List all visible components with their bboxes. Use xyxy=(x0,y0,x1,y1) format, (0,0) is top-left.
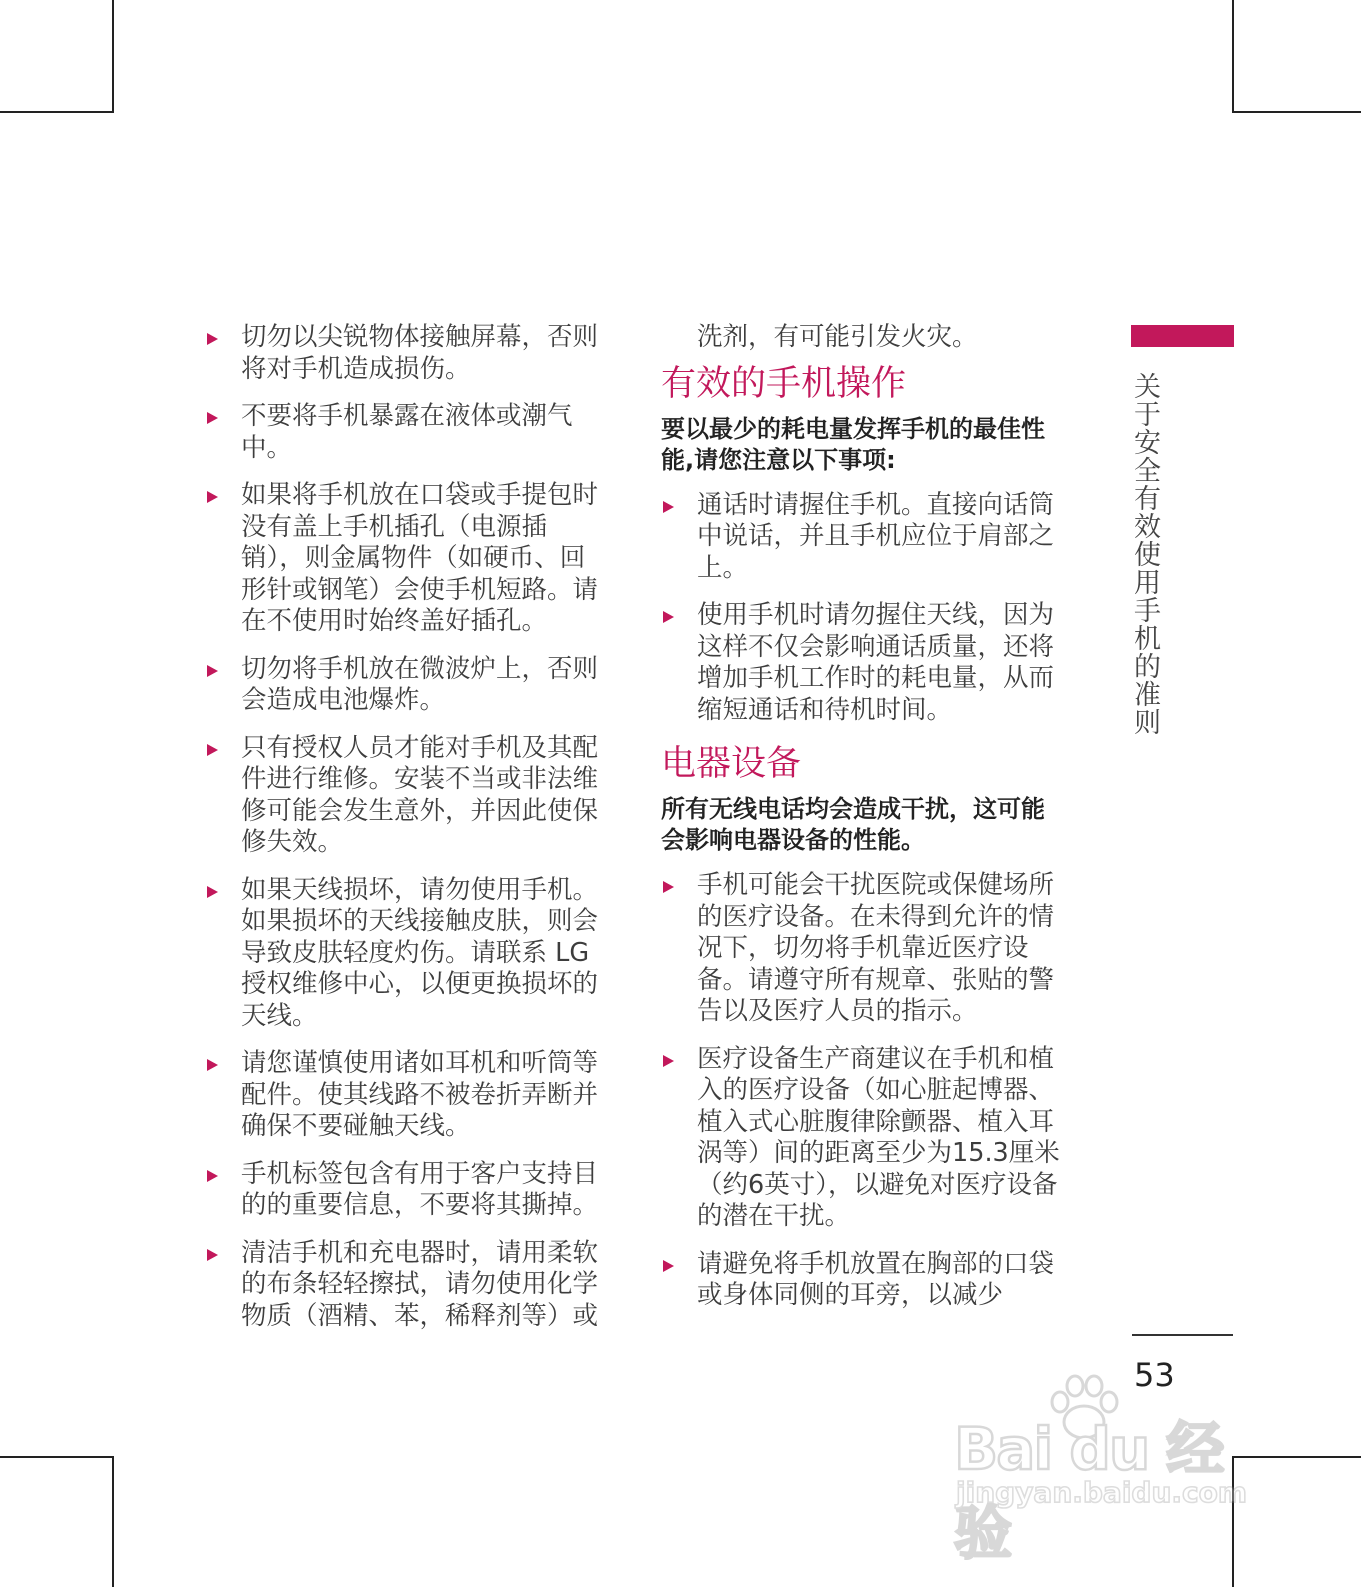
triangle-bullet-icon xyxy=(207,665,218,677)
list-item xyxy=(661,490,1061,585)
watermark-logo: Bai du 经验 xyxy=(954,1415,1223,1567)
crop-mark-top-left-v xyxy=(112,0,114,113)
crop-mark-top-right-h xyxy=(1232,111,1361,113)
watermark-url: jingyan.baidu.com xyxy=(956,1476,1248,1509)
triangle-bullet-icon xyxy=(207,1249,218,1261)
list-item xyxy=(661,1249,1061,1312)
section1-bullet-list xyxy=(661,490,1061,727)
crop-mark-bottom-left-v xyxy=(112,1456,114,1587)
list-item-text: 切勿以尖锐物体接触屏幕，否则将对手机造成损伤。 xyxy=(241,322,599,384)
left-bullet-list xyxy=(205,322,605,1332)
page-number: 53 xyxy=(1134,1356,1175,1394)
section-intro: 所有无线电话均会造成干扰，这可能会影响电器设备的性能。 xyxy=(661,795,1045,854)
triangle-bullet-icon xyxy=(663,1260,674,1272)
crop-mark-bottom-left-h xyxy=(0,1456,113,1458)
section-intro: 要以最少的耗电量发挥手机的最佳性能,请您注意以下事项: xyxy=(661,414,1045,474)
baidu-watermark xyxy=(952,1372,1262,1567)
triangle-bullet-icon xyxy=(207,1170,218,1182)
triangle-bullet-icon xyxy=(207,491,218,503)
triangle-bullet-icon xyxy=(663,881,674,893)
list-item xyxy=(205,1159,605,1222)
triangle-bullet-icon xyxy=(207,886,218,898)
triangle-bullet-icon xyxy=(207,1059,218,1071)
triangle-bullet-icon xyxy=(207,744,218,756)
list-item-text: 如果将手机放在口袋或手提包时没有盖上手机插孔（电源插销），则金属物件（如硬币、回形针或钢笔）会使手机短路。请在不使用时始终盖好插孔。 xyxy=(241,480,599,636)
triangle-bullet-icon xyxy=(207,333,218,345)
list-item xyxy=(205,1238,605,1333)
list-item-text: 清洁手机和充电器时，请用柔软的布条轻轻擦拭，请勿使用化学物质（酒精、苯，稀释剂等）或 xyxy=(241,1237,599,1331)
list-item xyxy=(661,600,1061,726)
page-number-rule xyxy=(1132,1334,1233,1336)
right-column xyxy=(661,322,1061,1328)
list-item-text: 手机可能会干扰医院或保健场所的医疗设备。在未得到允许的情况下，切勿将手机靠近医疗设备。请遵守所有规章、张贴的警告以及医疗人员的指示。 xyxy=(697,870,1055,1026)
list-item-text: 医疗设备生产商建议在手机和植入的医疗设备（如心脏起博器、植入式心脏腹律除颤器、植入耳涡等）间的距离至少为15.3厘米（约6英寸），以避免对医疗设备的潜在干扰。 xyxy=(697,1043,1060,1231)
left-column xyxy=(205,322,605,1348)
list-item-text: 通话时请握住手机。直接向话筒中说话，并且手机应位于肩部之上。 xyxy=(697,489,1055,583)
continuation-text: 洗剂，有可能引发火灾。 xyxy=(697,322,978,352)
list-item xyxy=(205,401,605,464)
list-item xyxy=(205,1048,605,1143)
list-item-text: 使用手机时请勿握住天线，因为这样不仅会影响通话质量，还将增加手机工作时的耗电量，从而缩短通话和待机时间。 xyxy=(697,600,1055,725)
sidebar-title: 关于安全有效使用手机的准则 xyxy=(1129,372,1160,736)
section2-bullet-list xyxy=(661,870,1061,1312)
list-item-text: 切勿将手机放在微波炉上，否则会造成电池爆炸。 xyxy=(241,653,599,715)
list-item-text: 只有授权人员才能对手机及其配件进行维修。安装不当或非法维修可能会发生意外，并因此使保修失效。 xyxy=(241,732,599,857)
section-title-efficient-operation: 有效的手机操作 xyxy=(661,363,907,404)
list-item-text: 手机标签包含有用于客户支持目的的重要信息，不要将其撕掉。 xyxy=(241,1158,599,1220)
list-item xyxy=(205,654,605,717)
list-item-text: 如果天线损坏，请勿使用手机。如果损坏的天线接触皮肤，则会导致皮肤轻度灼伤。请联系 LG 授权维修中心，以便更换损坏的天线。 xyxy=(241,874,599,1031)
crop-mark-top-right-v xyxy=(1232,0,1234,113)
list-item xyxy=(661,1044,1061,1233)
crop-mark-top-left-h xyxy=(0,111,113,113)
triangle-bullet-icon xyxy=(663,501,674,513)
list-item-text: 请您谨慎使用诸如耳机和听筒等配件。使其线路不被卷折弄断并确保不要碰触天线。 xyxy=(241,1048,599,1141)
list-item xyxy=(661,870,1061,1028)
list-item xyxy=(205,322,605,385)
triangle-bullet-icon xyxy=(207,412,218,424)
list-item xyxy=(205,480,605,638)
triangle-bullet-icon xyxy=(663,611,674,623)
sidebar-accent-bar xyxy=(1131,325,1234,347)
triangle-bullet-icon xyxy=(663,1055,674,1067)
section-title-electronic-devices: 电器设备 xyxy=(661,744,802,784)
list-item xyxy=(205,733,605,859)
list-item-text: 不要将手机暴露在液体或潮气中。 xyxy=(241,401,573,463)
list-item-text: 请避免将手机放置在胸部的口袋或身体同侧的耳旁，以减少 xyxy=(697,1248,1055,1310)
list-item xyxy=(205,875,605,1033)
